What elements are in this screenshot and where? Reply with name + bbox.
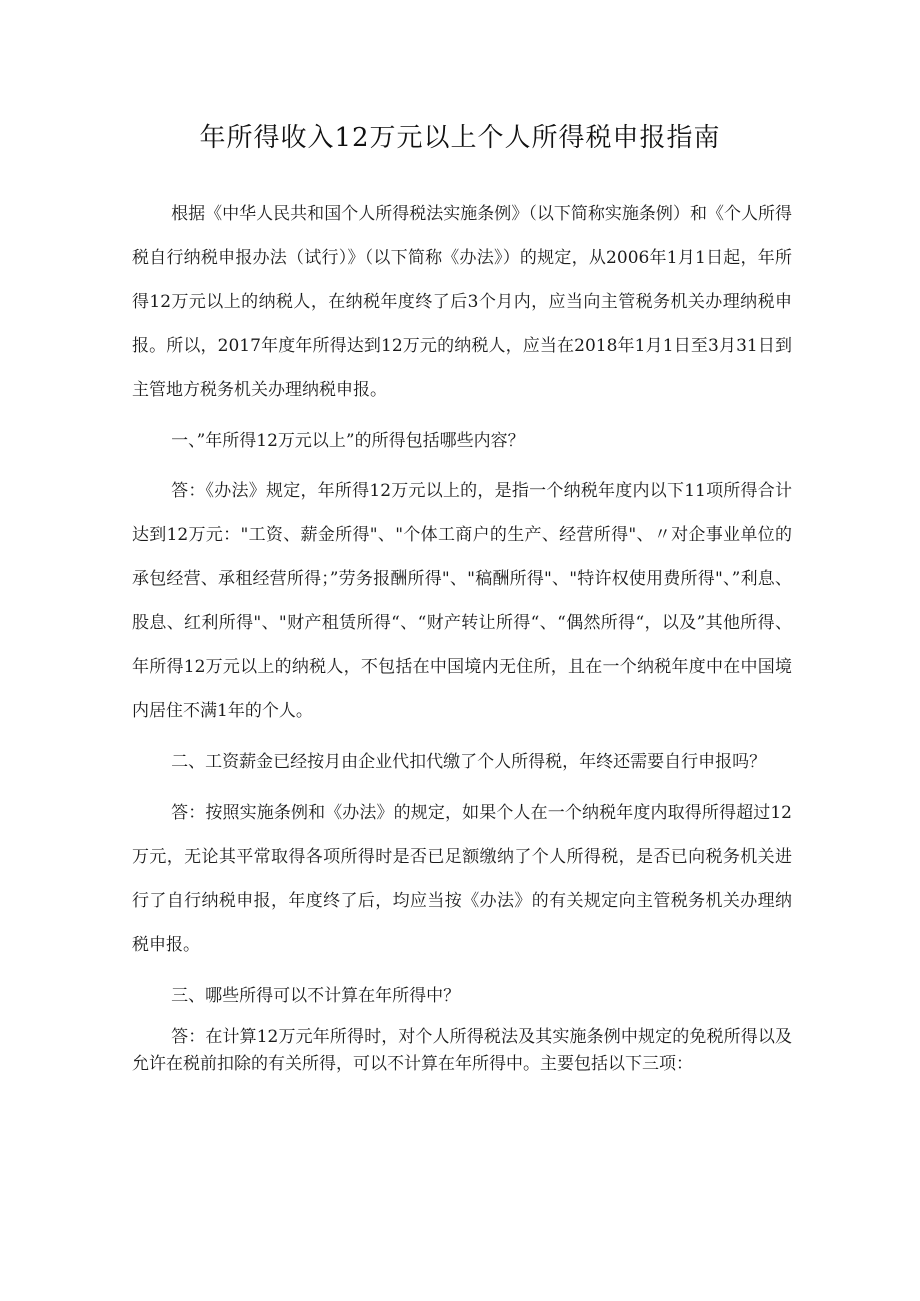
question-3-heading: 三、哪些所得可以不计算在年所得中？ — [171, 986, 461, 1006]
intro-paragraph: 根据《中华人民共和国个人所得税法实施条例》（以下简称实施条例）和《个人所得税自行纳税申报办法（试行）》（以下简称《办法》）的规定，从2006年1月1日起，年所得12万元以上的纳税人，在纳税年度终了后3个月内，应当向主管税务机关办理纳税申报。所以，2017年度年所得达到12万元的纳税人，应当在2018年1月1日至3月31日到主管地方税务机关办理纳税申报。 — [132, 204, 792, 400]
answer-2-paragraph: 答：按照实施条例和《办法》的规定，如果个人在一个纳税年度内取得所得超过12万元，无论其平常取得各项所得时是否已足额缴纳了个人所得税，是否已向税务机关进行了自行纳税申报，年度终了后，均应当按《办法》的有关规定向主管税务机关办理纳税申报。 — [132, 803, 792, 955]
question-2-heading: 二、工资薪金已经按月由企业代扣代缴了个人所得税，年终还需要自行申报吗？ — [171, 752, 767, 772]
document-body — [132, 192, 792, 1094]
question-1-heading: 一、”年所得12万元以上”的所得包括哪些内容？ — [171, 431, 525, 451]
answer-1-paragraph: 答：《办法》规定，年所得12万元以上的，是指一个纳税年度内以下11项所得合计达到12万元："工资、薪金所得"、"个体工商户的生产、经营所得"、〃对企事业单位的承包经营、承租经营所得；”劳务报酬所得"、"稿酬所得"、"特许权使用费所得"、”利息、股息、红利所得"、"财产租赁所得“、“财产转让所得“、“偶然所得“，以及”其他所得、年所得12万元以上的纳税人，不包括在中国境内无住所，且在一个纳税年度中在中国境内居住不满1年的个人。 — [132, 481, 792, 721]
answer-3-paragraph: 答：在计算12万元年所得时，对个人所得税法及其实施条例中规定的免税所得以及允许在税前扣除的有关所得，可以不计算在年所得中。主要包括以下三项： — [132, 1027, 792, 1074]
document-title: 年所得收入12万元以上个人所得税申报指南 — [199, 123, 721, 153]
